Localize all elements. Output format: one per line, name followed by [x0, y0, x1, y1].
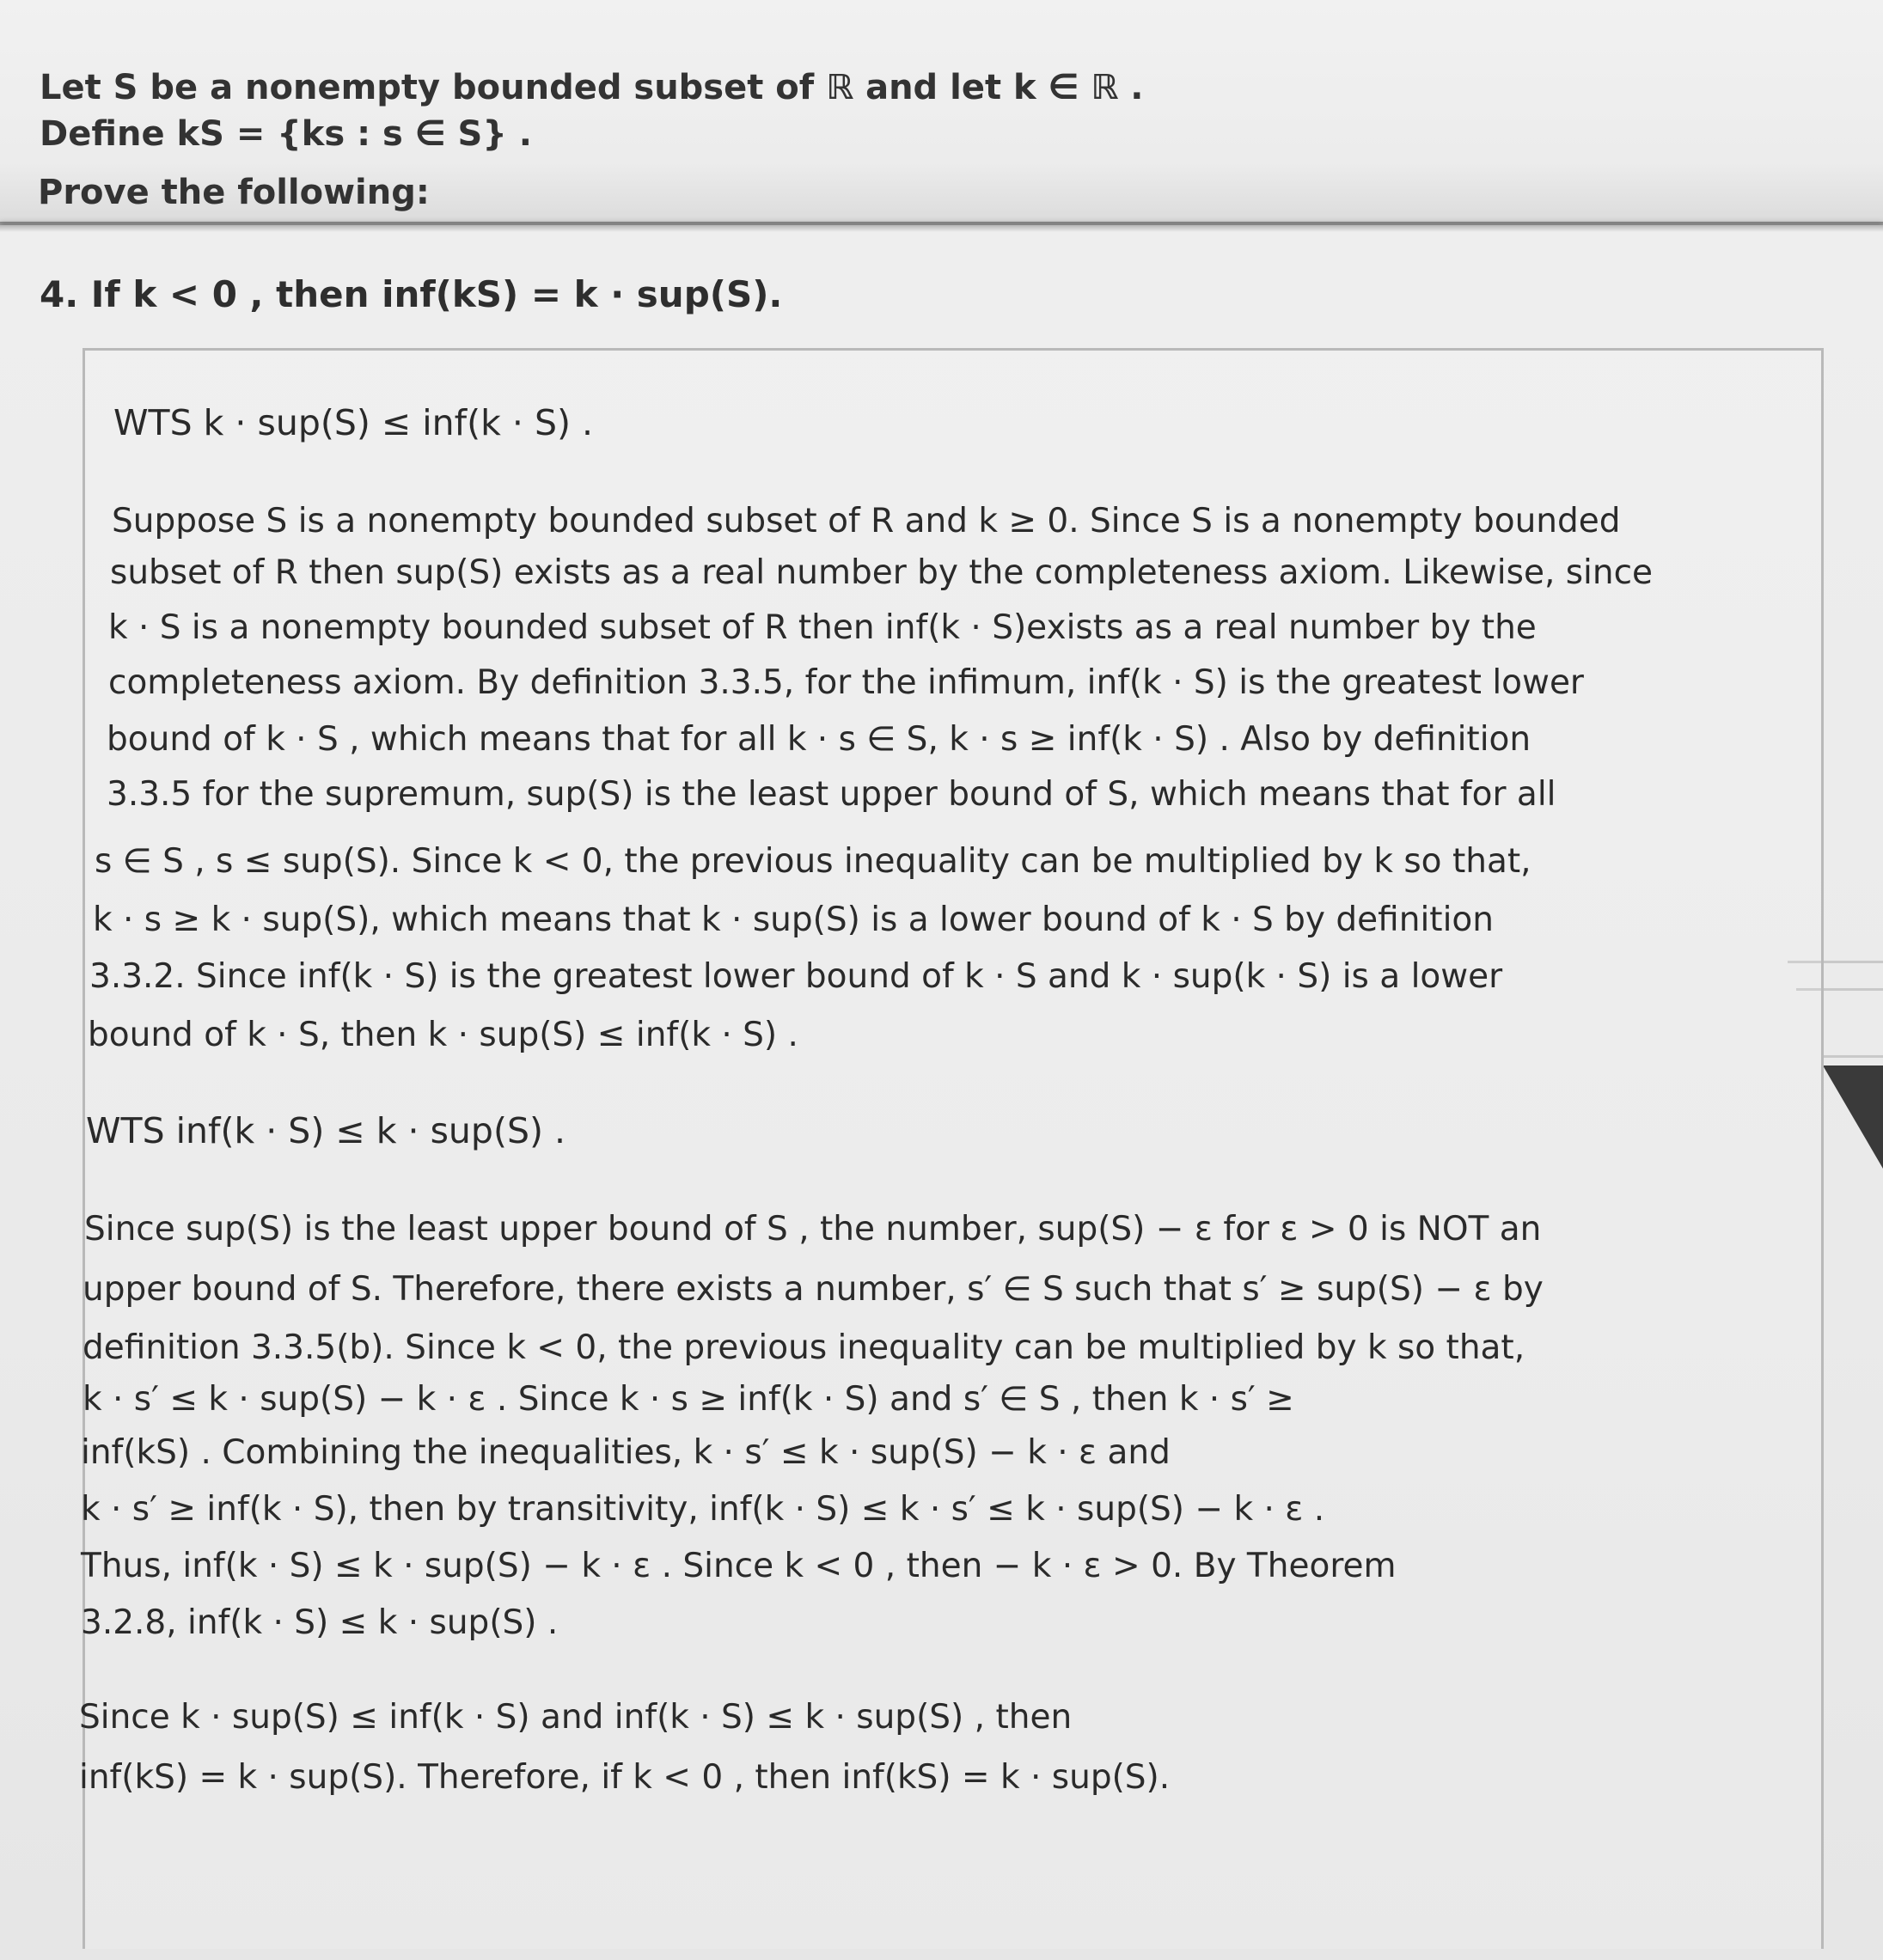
paragraph-2-line: upper bound of S. Therefore, there exists a number, s′ ∈ S such that s′ ≥ sup(S) − ε by — [83, 1270, 1544, 1309]
paragraph-1-line: 3.3.2. Since inf(k · S) is the greatest lower bound of k · S and k · sup(k · S) is a lower — [89, 957, 1503, 996]
paragraph-2-line: Thus, inf(k · S) ≤ k · sup(S) − k · ε . Since k < 0 , then − k · ε > 0. By Theorem — [81, 1547, 1397, 1585]
header-line-2: Define kS = {ks : s ∈ S} . — [40, 114, 532, 154]
paragraph-1-line: k · s ≥ k · sup(S), which means that k · sup(S) is a lower bound of k · S by definition — [93, 901, 1494, 939]
header-line-3: Prove the following: — [38, 173, 430, 212]
paragraph-2-line: definition 3.3.5(b). Since k < 0, the previous inequality can be multiplied by k so that, — [83, 1328, 1525, 1367]
paragraph-1-line: k · S is a nonempty bounded subset of R then inf(k · S)exists as a real number by the — [108, 608, 1537, 647]
wts-heading-1: WTS k · sup(S) ≤ inf(k · S) . — [113, 402, 594, 443]
paragraph-2-line: k · s′ ≥ inf(k · S), then by transitivity, inf(k · S) ≤ k · s′ ≤ k · sup(S) − k · ε . — [81, 1490, 1325, 1529]
paragraph-2-line: Since sup(S) is the least upper bound of S , the number, sup(S) − ε for ε > 0 is NOT an — [84, 1210, 1542, 1249]
margin-rule-3 — [1822, 1055, 1883, 1058]
problem-statement: 4. If k < 0 , then inf(kS) = k · sup(S). — [40, 273, 783, 315]
paragraph-2-line: k · s′ ≤ k · sup(S) − k · ε . Since k · s ≥ inf(k · S) and s′ ∈ S , then k · s′ ≥ — [83, 1380, 1294, 1419]
paragraph-2-line: 3.2.8, inf(k · S) ≤ k · sup(S) . — [81, 1603, 559, 1642]
wts-heading-2: WTS inf(k · S) ≤ k · sup(S) . — [86, 1110, 566, 1151]
paragraph-1-line: completeness axiom. By definition 3.3.5, for the infimum, inf(k · S) is the greatest lower — [108, 663, 1584, 702]
paragraph-1-line: s ∈ S , s ≤ sup(S). Since k < 0, the previous inequality can be multiplied by k so that, — [95, 842, 1531, 881]
paragraph-1-line: subset of R then sup(S) exists as a real number by the completeness axiom. Likewise, since — [110, 553, 1654, 592]
paragraph-1-line: bound of k · S , which means that for all k · s ∈ S, k · s ≥ inf(k · S) . Also by definition — [107, 720, 1531, 759]
paragraph-1-line: Suppose S is a nonempty bounded subset of R and k ≥ 0. Since S is a nonempty bounded — [112, 502, 1621, 540]
paragraph-1-line: bound of k · S, then k · sup(S) ≤ inf(k · S) . — [88, 1016, 798, 1054]
paragraph-2-line: inf(kS) . Combining the inequalities, k · s′ ≤ k · sup(S) − k · ε and — [81, 1433, 1171, 1472]
paper-fold-shadow — [0, 222, 1883, 232]
conclusion-line: inf(kS) = k · sup(S). Therefore, if k < 0 , then inf(kS) = k · sup(S). — [79, 1758, 1171, 1797]
header-line-1: Let S be a nonempty bounded subset of ℝ and let k ∈ ℝ . — [40, 68, 1144, 107]
conclusion-line: Since k · sup(S) ≤ inf(k · S) and inf(k · S) ≤ k · sup(S) , then — [79, 1698, 1073, 1737]
paragraph-1-line: 3.3.5 for the supremum, sup(S) is the least upper bound of S, which means that for all — [107, 775, 1556, 814]
